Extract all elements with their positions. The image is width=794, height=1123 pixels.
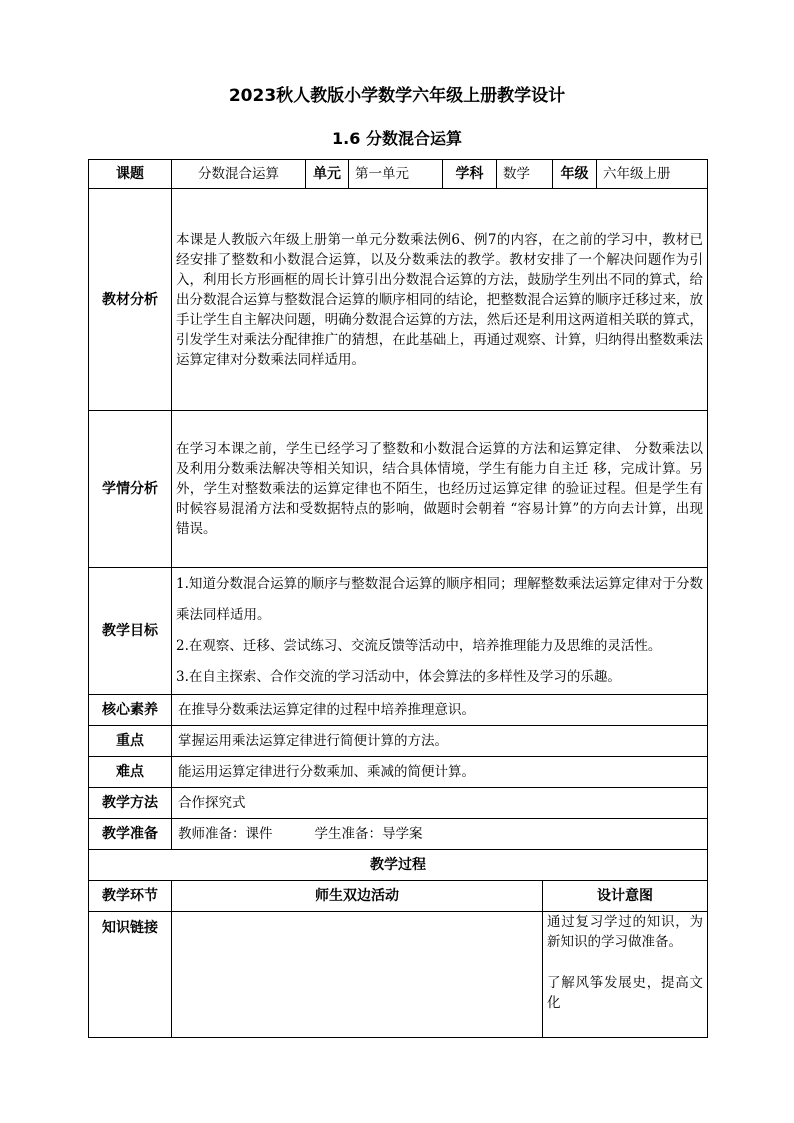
- grade-value: 六年级上册: [597, 160, 708, 189]
- difficulty-label: 难点: [89, 757, 172, 788]
- key-point-label: 重点: [89, 726, 172, 757]
- document-title: 2023秋人教版小学数学六年级上册教学设计: [228, 86, 566, 106]
- prep-label: 教学准备: [89, 819, 172, 850]
- key-point-text: 掌握运用乘法运算定律进行简便计算的方法。: [172, 726, 708, 757]
- col-stage: 教学环节: [89, 881, 172, 912]
- student-prep: 学生准备：导学案: [314, 826, 423, 842]
- knowledge-link-row: [89, 912, 708, 1038]
- goal-item: 1.知道分数混合运算的顺序与整数混合运算的顺序相同；理解整数乘法运算定律对于分数乘法同样适用。: [176, 576, 703, 623]
- knowledge-link-label: 知识链接: [89, 912, 172, 1038]
- prep-row: [89, 819, 708, 850]
- unit-label: 单元: [306, 160, 349, 189]
- difficulty-row: [89, 757, 708, 788]
- goal-item: 3.在自主探索、合作交流的学习活动中，体会算法的多样性及学习的乐趣。: [176, 669, 621, 685]
- intent-text-1: 通过复习学过的知识，为新知识的学习做准备。: [547, 914, 703, 950]
- header-row: [89, 160, 708, 189]
- intent-gap: [547, 952, 703, 973]
- core-text: 在推导分数乘法运算定律的过程中培养推理意识。: [172, 695, 708, 726]
- col-intent: 设计意图: [543, 881, 708, 912]
- method-text: 合作探究式: [172, 788, 708, 819]
- textbook-analysis-label: 教材分析: [89, 189, 172, 411]
- textbook-analysis-text: 本课是人教版六年级上册第一单元分数乘法例6、例7的内容，在之前的学习中，教材已经安排了整数和小数混合运算，以及分数乘法的教学。教材安排了一个解决问题作为引入，利用长方形画框的周长计算引出分数混合运算的方法，鼓励学生列出不同的算式，给出分数混合运算与整数混合运算的顺序相同的结论，把整数混合运算的顺序迁移过来，放手让学生自主解决问题，明确分数混合运算的方法，然后还是利用这两道相关联的算式，引发学生对乘法分配律推广的猜想，在此基础上，再通过观察、计算，归纳得出整数乘法运算定律对分数乘法同样适用。: [172, 189, 708, 411]
- student-analysis-row: [89, 411, 708, 568]
- process-header: 教学过程: [89, 850, 708, 881]
- textbook-analysis-row: [89, 189, 708, 411]
- knowledge-link-intent: [543, 912, 708, 1038]
- topic-value: 分数混合运算: [172, 160, 306, 189]
- lesson-plan-table: [88, 159, 708, 1038]
- method-row: [89, 788, 708, 819]
- subject-value: 数学: [497, 160, 553, 189]
- grade-label: 年级: [553, 160, 597, 189]
- difficulty-text: 能运用运算定律进行分数乘加、乘减的简便计算。: [172, 757, 708, 788]
- unit-value: 第一单元: [349, 160, 443, 189]
- subject-label: 学科: [443, 160, 497, 189]
- goal-item: 2.在观察、迁移、尝试练习、交流反馈等活动中，培养推理能力及思维的灵活性。: [176, 638, 662, 654]
- method-label: 教学方法: [89, 788, 172, 819]
- student-analysis-text: 在学习本课之前，学生已经学习了整数和小数混合运算的方法和运算定律、 分数乘法以及利用分数乘法解决等相关知识，结合具体情境，学生有能力自主迁 移，完成计算。另外，学生对整数乘法的运算定律也不陌生，也经历过运算定律 的验证过程。但是学生有时候容易混淆方法和受数据特点的影响，做题时会朝着 “容易计算”的方向去计算，出现错误。: [172, 411, 708, 568]
- prep-text: [172, 819, 708, 850]
- goals-list: [172, 568, 708, 695]
- goals-label: 教学目标: [89, 568, 172, 695]
- process-header-row: [89, 850, 708, 881]
- col-activity: 师生双边活动: [172, 881, 543, 912]
- intent-text-2: 了解风筝发展史，提高文化: [547, 975, 703, 1011]
- lesson-title: 1.6 分数混合运算: [332, 129, 462, 148]
- knowledge-link-activity: [172, 912, 543, 1038]
- process-columns-row: [89, 881, 708, 912]
- core-label: 核心素养: [89, 695, 172, 726]
- topic-label: 课题: [89, 160, 172, 189]
- teacher-prep: 教师准备：课件: [178, 826, 273, 842]
- student-analysis-label: 学情分析: [89, 411, 172, 568]
- goals-row: [89, 568, 708, 695]
- core-row: [89, 695, 708, 726]
- key-point-row: [89, 726, 708, 757]
